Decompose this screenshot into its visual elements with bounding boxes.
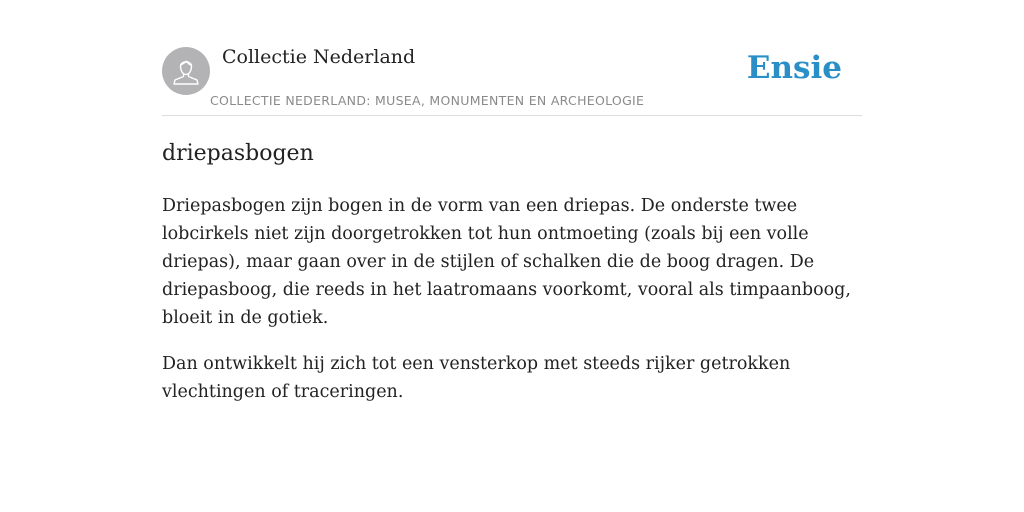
ensie-logo[interactable]: Ensie xyxy=(746,50,842,86)
avatar[interactable] xyxy=(162,47,210,95)
article-header xyxy=(162,46,862,116)
definition-paragraph: Dan ontwikkelt hij zich tot een vensterkop met steeds rijker getrokken vlechtingen of traceringen. xyxy=(162,354,791,402)
user-silhouette-icon xyxy=(162,47,210,95)
page-title: driepasbogen xyxy=(162,141,314,166)
article-body xyxy=(162,138,862,424)
author-name[interactable]: Collectie Nederland xyxy=(222,46,416,68)
definition-paragraph: Driepasbogen zijn bogen in de vorm van een driepas. De onderste twee lobcirkels niet zijn doorgetrokken tot hun ontmoeting (zoals bij een volle driepas), maar gaan over in de stijlen of schalken die de boog dragen. De driepasboog, die reeds in het laatromaans voorkomt, vooral als timpaanboog, bloeit in de gotiek. xyxy=(162,196,851,328)
collection-subtitle[interactable]: COLLECTIE NEDERLAND: MUSEA, MONUMENTEN EN ARCHEOLOGIE xyxy=(210,93,645,108)
